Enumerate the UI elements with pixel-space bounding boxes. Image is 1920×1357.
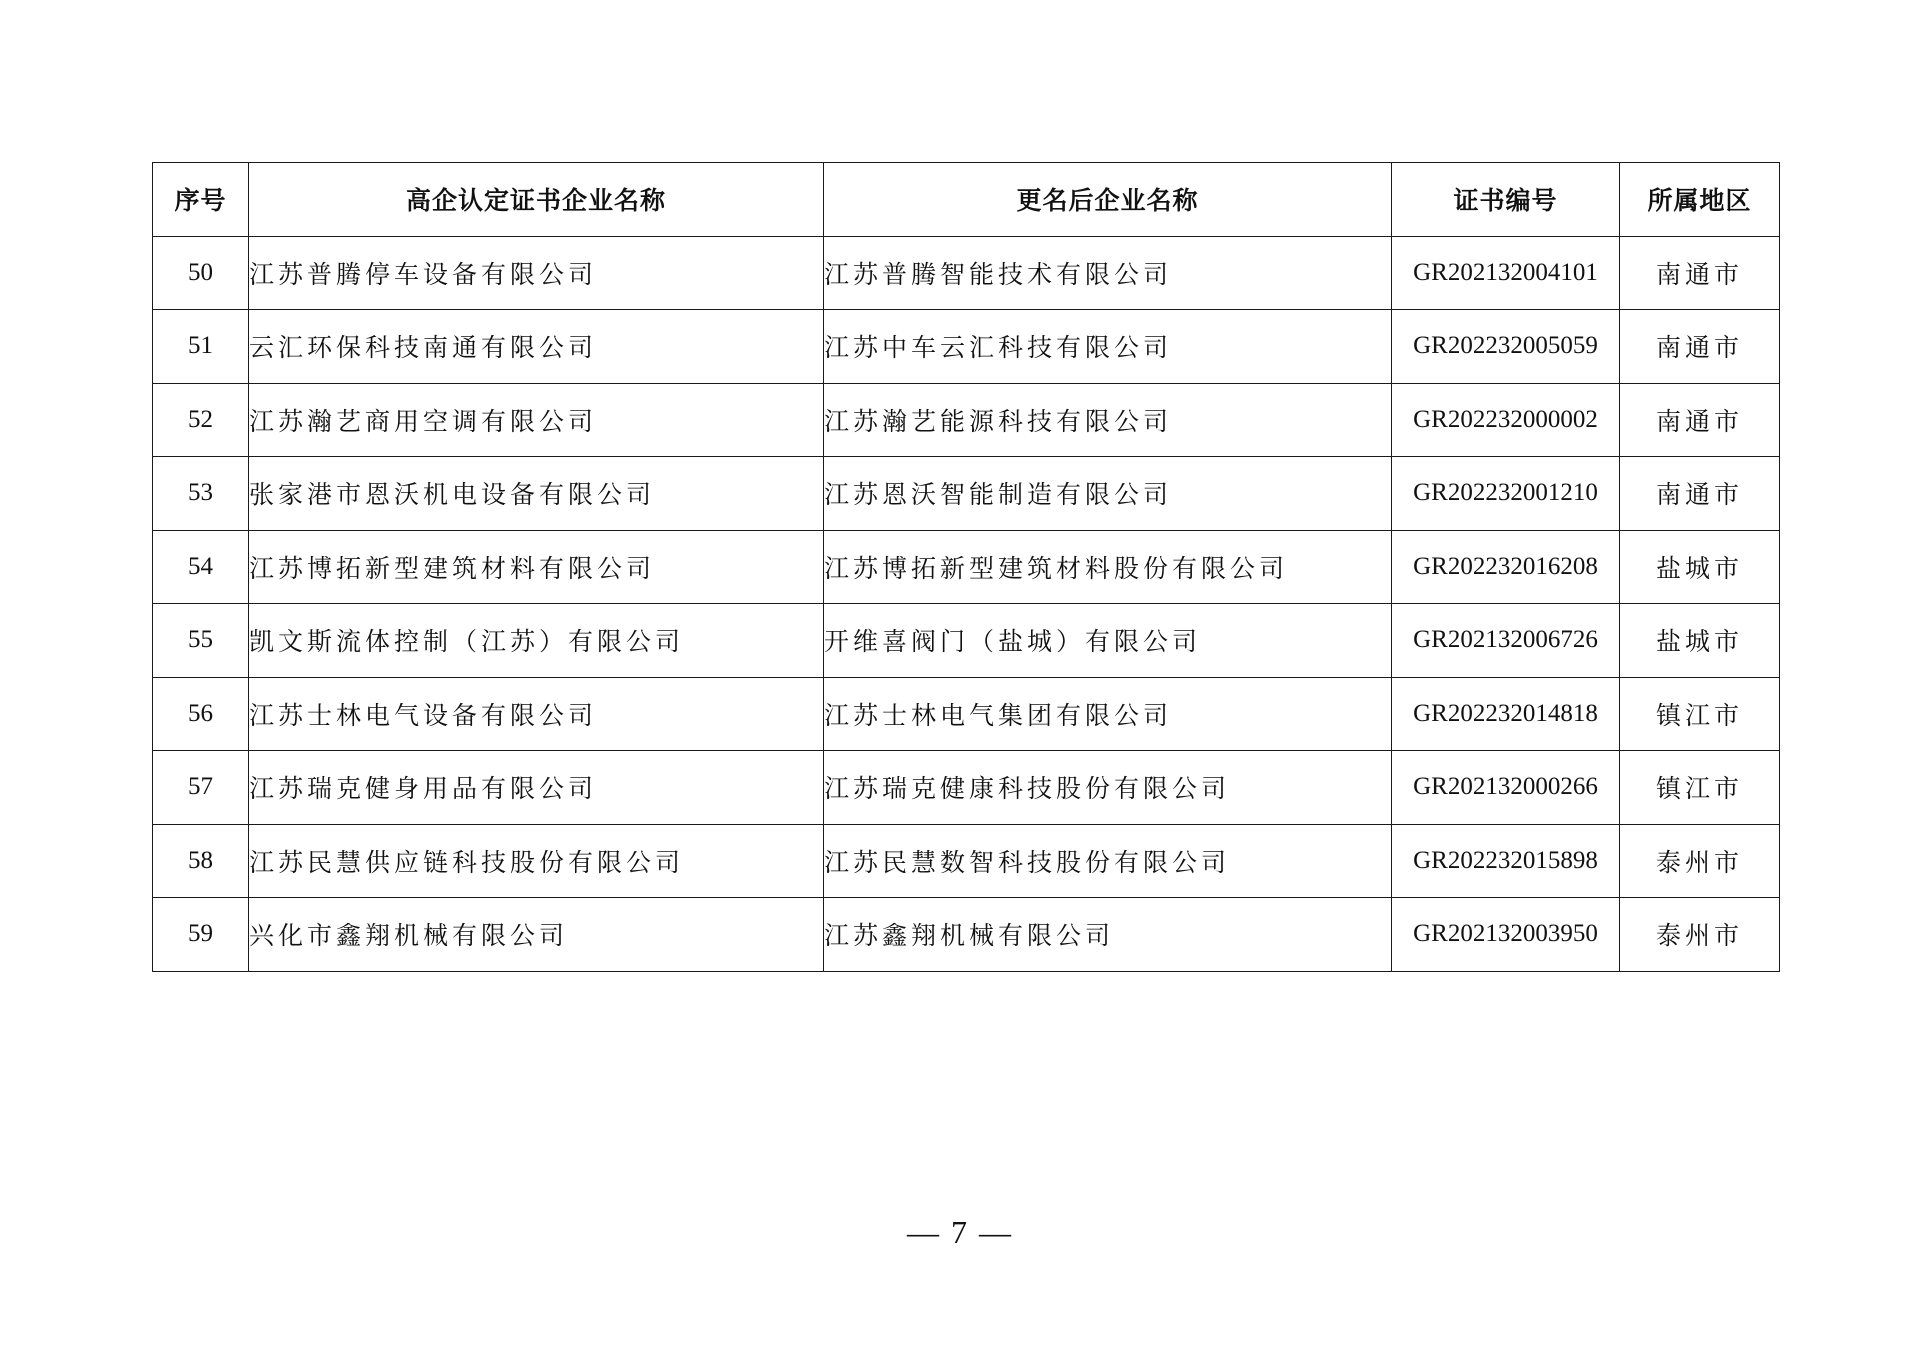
table-row (153, 751, 1780, 825)
header-region: 所属地区 (1620, 163, 1780, 237)
cell-original-name: 江苏瀚艺商用空调有限公司 (249, 383, 824, 457)
cell-seq: 55 (153, 604, 249, 678)
table-row (153, 310, 1780, 384)
cell-certificate-number: GR202132003950 (1392, 898, 1620, 972)
cell-certificate-number: GR202232015898 (1392, 824, 1620, 898)
header-new-name: 更名后企业名称 (824, 163, 1392, 237)
cell-new-name: 江苏士林电气集团有限公司 (824, 677, 1392, 751)
cell-original-name: 凯文斯流体控制（江苏）有限公司 (249, 604, 824, 678)
cell-seq: 51 (153, 310, 249, 384)
cell-seq: 59 (153, 898, 249, 972)
table-row (153, 457, 1780, 531)
cell-new-name: 江苏民慧数智科技股份有限公司 (824, 824, 1392, 898)
cell-original-name: 兴化市鑫翔机械有限公司 (249, 898, 824, 972)
cell-seq: 53 (153, 457, 249, 531)
table-row (153, 530, 1780, 604)
cell-certificate-number: GR202132000266 (1392, 751, 1620, 825)
table-row (153, 604, 1780, 678)
cell-new-name: 江苏恩沃智能制造有限公司 (824, 457, 1392, 531)
page-number: — 7 — (907, 1214, 1013, 1250)
table-row (153, 236, 1780, 310)
cell-new-name: 江苏中车云汇科技有限公司 (824, 310, 1392, 384)
cell-region: 镇江市 (1620, 677, 1780, 751)
cell-region: 南通市 (1620, 383, 1780, 457)
cell-region: 泰州市 (1620, 898, 1780, 972)
cell-region: 镇江市 (1620, 751, 1780, 825)
cell-region: 南通市 (1620, 236, 1780, 310)
cell-seq: 52 (153, 383, 249, 457)
cell-certificate-number: GR202132006726 (1392, 604, 1620, 678)
table-row (153, 383, 1780, 457)
cell-new-name: 江苏瀚艺能源科技有限公司 (824, 383, 1392, 457)
cell-certificate-number: GR202132004101 (1392, 236, 1620, 310)
cell-original-name: 张家港市恩沃机电设备有限公司 (249, 457, 824, 531)
cell-region: 盐城市 (1620, 530, 1780, 604)
cell-original-name: 江苏瑞克健身用品有限公司 (249, 751, 824, 825)
cell-new-name: 江苏普腾智能技术有限公司 (824, 236, 1392, 310)
cell-certificate-number: GR202232005059 (1392, 310, 1620, 384)
cell-seq: 50 (153, 236, 249, 310)
cell-original-name: 江苏普腾停车设备有限公司 (249, 236, 824, 310)
header-certificate-number: 证书编号 (1392, 163, 1620, 237)
cell-original-name: 江苏博拓新型建筑材料有限公司 (249, 530, 824, 604)
cell-new-name: 开维喜阀门（盐城）有限公司 (824, 604, 1392, 678)
header-seq: 序号 (153, 163, 249, 237)
cell-region: 盐城市 (1620, 604, 1780, 678)
cell-original-name: 江苏民慧供应链科技股份有限公司 (249, 824, 824, 898)
table-header-row (153, 163, 1780, 237)
cell-region: 南通市 (1620, 457, 1780, 531)
cell-certificate-number: GR202232001210 (1392, 457, 1620, 531)
cell-certificate-number: GR202232014818 (1392, 677, 1620, 751)
cell-original-name: 云汇环保科技南通有限公司 (249, 310, 824, 384)
cell-seq: 56 (153, 677, 249, 751)
header-original-name: 高企认定证书企业名称 (249, 163, 824, 237)
table-row (153, 677, 1780, 751)
cell-original-name: 江苏士林电气设备有限公司 (249, 677, 824, 751)
cell-region: 泰州市 (1620, 824, 1780, 898)
cell-new-name: 江苏鑫翔机械有限公司 (824, 898, 1392, 972)
enterprise-rename-table (152, 162, 1780, 972)
table-row (153, 824, 1780, 898)
cell-certificate-number: GR202232016208 (1392, 530, 1620, 604)
cell-new-name: 江苏博拓新型建筑材料股份有限公司 (824, 530, 1392, 604)
cell-seq: 57 (153, 751, 249, 825)
cell-new-name: 江苏瑞克健康科技股份有限公司 (824, 751, 1392, 825)
cell-region: 南通市 (1620, 310, 1780, 384)
cell-certificate-number: GR202232000002 (1392, 383, 1620, 457)
cell-seq: 54 (153, 530, 249, 604)
table-row (153, 898, 1780, 972)
cell-seq: 58 (153, 824, 249, 898)
